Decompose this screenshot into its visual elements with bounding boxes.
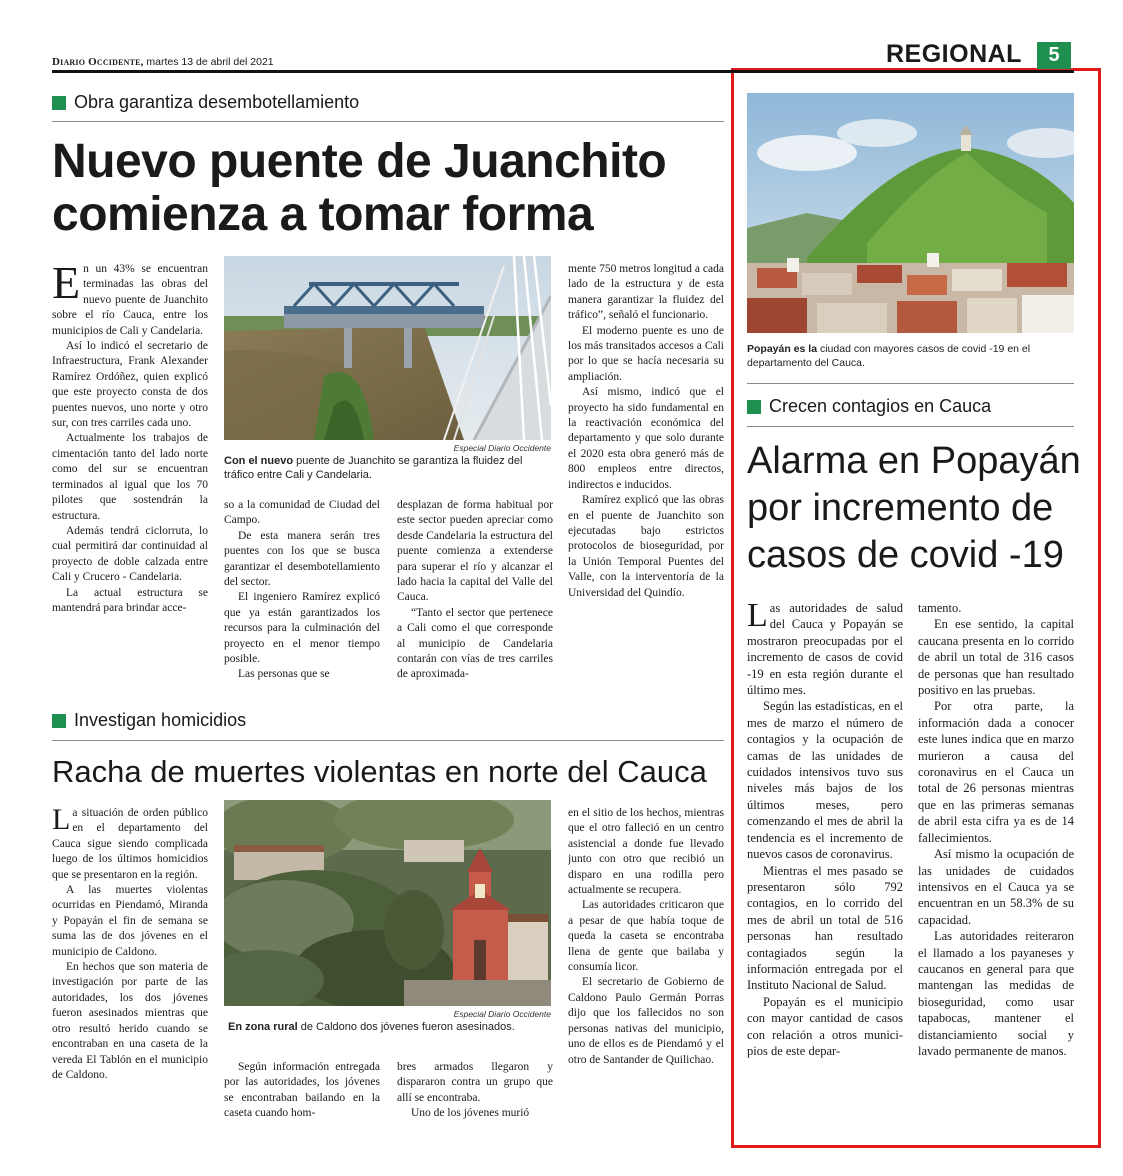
article3-kicker: Crecen contagios en Cauca: [747, 396, 991, 417]
article1-column-1: En un 43% se encuentran terminadas las obras del nuevo puente de Juanchito sobre el río Cauca, entre los municipios de Cali y Candelaria. Así lo indicó el secretario de Infraestructura, Frank Alexander Ramírez Ordóñez, quien explicó que este proyecto consta de dos puentes nuevos, uno norte y otro sur, con tres carriles cada uno. Actualmente los trabajos de cimentación tanto del lado norte como del sur se encuentran terminados al igual que los 70 pilotes que sostendrán la estructura. Además tendrá ciclorruta, lo cual permitirá dar continuidad al proyecto de doble calzada entre Cali y Crucero - Candelaria. La actual estructura se mantendrá para brindar acce-: [52, 262, 208, 614]
article3-top-rule: [747, 383, 1074, 384]
green-square-icon: [52, 96, 66, 110]
caldono-photo: [224, 800, 551, 1006]
article3-caption: Popayán es la ciudad con mayores casos de covid -19 en el departamento del Cauca.: [747, 343, 1031, 369]
page-number: 5: [1037, 42, 1071, 69]
article3-column-2: tamento. En ese sentido, la capital caucana presenta en lo corrido de abril un total de 316 casos de personas que han resultado positivo en las pruebas. Por otra parte, la información dada a conocer este lunes indica que en marzo murieron a causa del coronavirus en el Cauca un total de 26 personas mientras que en las primeras semanas de abril esta cifra ya es de 14 fallecimientos. Así mismo la ocupación de las unidades de cuidados intensivos en el Cauca ya se encuentran en un 58.3% de su capacidad. Las autoridades reiteraron el llamado a los payaneses y caucanos en general para que mantengan las medidas de bioseguridad, como usar tapabocas, mantener el distanciamiento social y lavado permanente de manos.: [918, 601, 1074, 1058]
dropcap: L: [747, 600, 768, 634]
green-square-icon: [52, 714, 66, 728]
article3-kicker-rule: [747, 426, 1074, 427]
masthead-date: martes 13 de abril del 2021: [146, 56, 274, 68]
dropcap: E: [52, 262, 81, 308]
bridge-photo: [224, 256, 551, 440]
masthead: [52, 56, 274, 68]
article2-kicker: Investigan homicidios: [52, 710, 246, 731]
article2-column-1: La situación de orden público en el departamento del Cauca sigue siendo complicada luego de los últimos homicidios que se presentaron en la región. A las muertes violentas ocurridas en Piendamó, Miranda y Popayán el fin de semana se suma las de dos jóvenes en el municipio de Caldono. En hechos que son materia de investigación por parte de las autoridades, los dos jóvenes fueron asesinados mientras que otro resultó herido cuando se encontraban en una caseta de la vereda El Tablón en el municipio de Caldono.: [52, 806, 208, 1081]
section-label: REGIONAL: [886, 40, 1022, 68]
article3-column-1: Las autoridades de salud del Cauca y Popayán se mostraron preocupadas por el incremento de casos de covid -19 en esta región durante el último mes. Según las estadísticas, en el mes de marzo el número de contagios y la ocupación de camas de las unidades de cuidados intensivos tuvo sus niveles más bajos de los últimos meses, pero comenzando el mes de abril la tendencia es el incremento de nuevos casos de coronavirus. Mientras el mes pasado se presentaron sólo 792 contagios, en lo corrido del mes de abril un total de 516 personas han resultado contagiados según la información entregada por el Instituto Nacional de Salud. Popayán es el municipio con mayor cantidad de casos con relación a otros munici-pios de este depar-: [747, 600, 903, 1058]
dropcap: L: [52, 806, 71, 836]
article3-headline: Alarma en Popayán por incremento de casos de covid -19: [747, 440, 1081, 576]
article2-headline: Racha de muertes violentas en norte del Cauca: [52, 754, 707, 789]
article1-column-3: desplazan de forma habitual por este sector pueden apreciar como desde Candelaria la estructura del puente comienza a extenderse para superar el río y alcanzar el lado hacia la capital del Valle del Cauca. “Tanto el sector que pertenece a Cali como el que corresponde al municipio de Candelaria contarán con vías de tres carriles de aproximada-: [397, 499, 553, 681]
article1-kicker-rule: [52, 121, 724, 122]
article2-photo-credit: Especial Diario Occidente: [453, 1009, 551, 1019]
article2-column-3: bres armados llegaron y dispararon contra un grupo que allí se encontraba. Uno de los jóvenes murió: [397, 1061, 553, 1120]
header-rule: [52, 70, 1074, 73]
article2-column-4: en el sitio de los hechos, mientras que el otro falleció en un centro asistencial a donde fue llevado junto con otro que recibió un disparo en una rodilla pero actualmente se recupera. Las autoridades criticaron que a pesar de que había toque de queda la caseta se encontraba llena de gente que bailaba y consumía licor. El secretario de Gobierno de Caldono Paulo Germán Porras dijo que los fallecidos no son personas nativas del municipio, uno de ellos es de Piendamó y el otro de Santander de Quilichao.: [568, 807, 724, 1066]
article1-column-2: so a la comunidad de Ciudad del Campo. De esta manera serán tres puentes con los que se busca garantizar el desembotellamiento del sector. El ingeniero Ramírez explicó que ya están garantizados los recursos para la culminación del proyecto en el menor tiempo posible. Las personas que se: [224, 499, 380, 681]
article1-headline: Nuevo puente de Juanchito comienza a tomar forma: [52, 135, 667, 241]
article2-column-2: Según información entregada por las autoridades, los jóvenes se encontraban bailando en la caseta cuando hom-: [224, 1061, 380, 1120]
article2-caption: En zona rural de Caldono dos jóvenes fueron asesinados.: [228, 1021, 515, 1033]
masthead-brand: Diario Occidente,: [52, 56, 144, 68]
article1-photo-credit: Especial Diario Occidente: [453, 443, 551, 453]
green-square-icon: [747, 400, 761, 414]
article1-caption: Con el nuevo puente de Juanchito se garantiza la fluidez del tráfico entre Cali y Candelaria.: [224, 455, 523, 481]
article1-kicker: Obra garantiza desembotellamiento: [52, 92, 359, 113]
article2-kicker-rule: [52, 740, 724, 741]
article1-column-4: mente 750 metros longitud a cada lado de la estructura y de esta manera garantizar la fluidez del tráfico”, señaló el funcionario. El moderno puente es uno de los más transitados accesos a Cali por lo que se hacía necesaria su ampliación. Así mismo, indicó que el proyecto ha sido fundamental en la reactivación económica del departamento y que solo durante el 2020 esta obra generó más de 800 empleos entre directos, indirectos e inducidos. Ramírez explicó que las obras en el puente de Juanchito son ejecutadas bajo estrictos protocolos de bioseguridad, por la Unión Temporal Puentes del Valle, con la interventoría de la Universidad del Quindío.: [568, 263, 724, 599]
popayan-photo: [747, 93, 1074, 333]
